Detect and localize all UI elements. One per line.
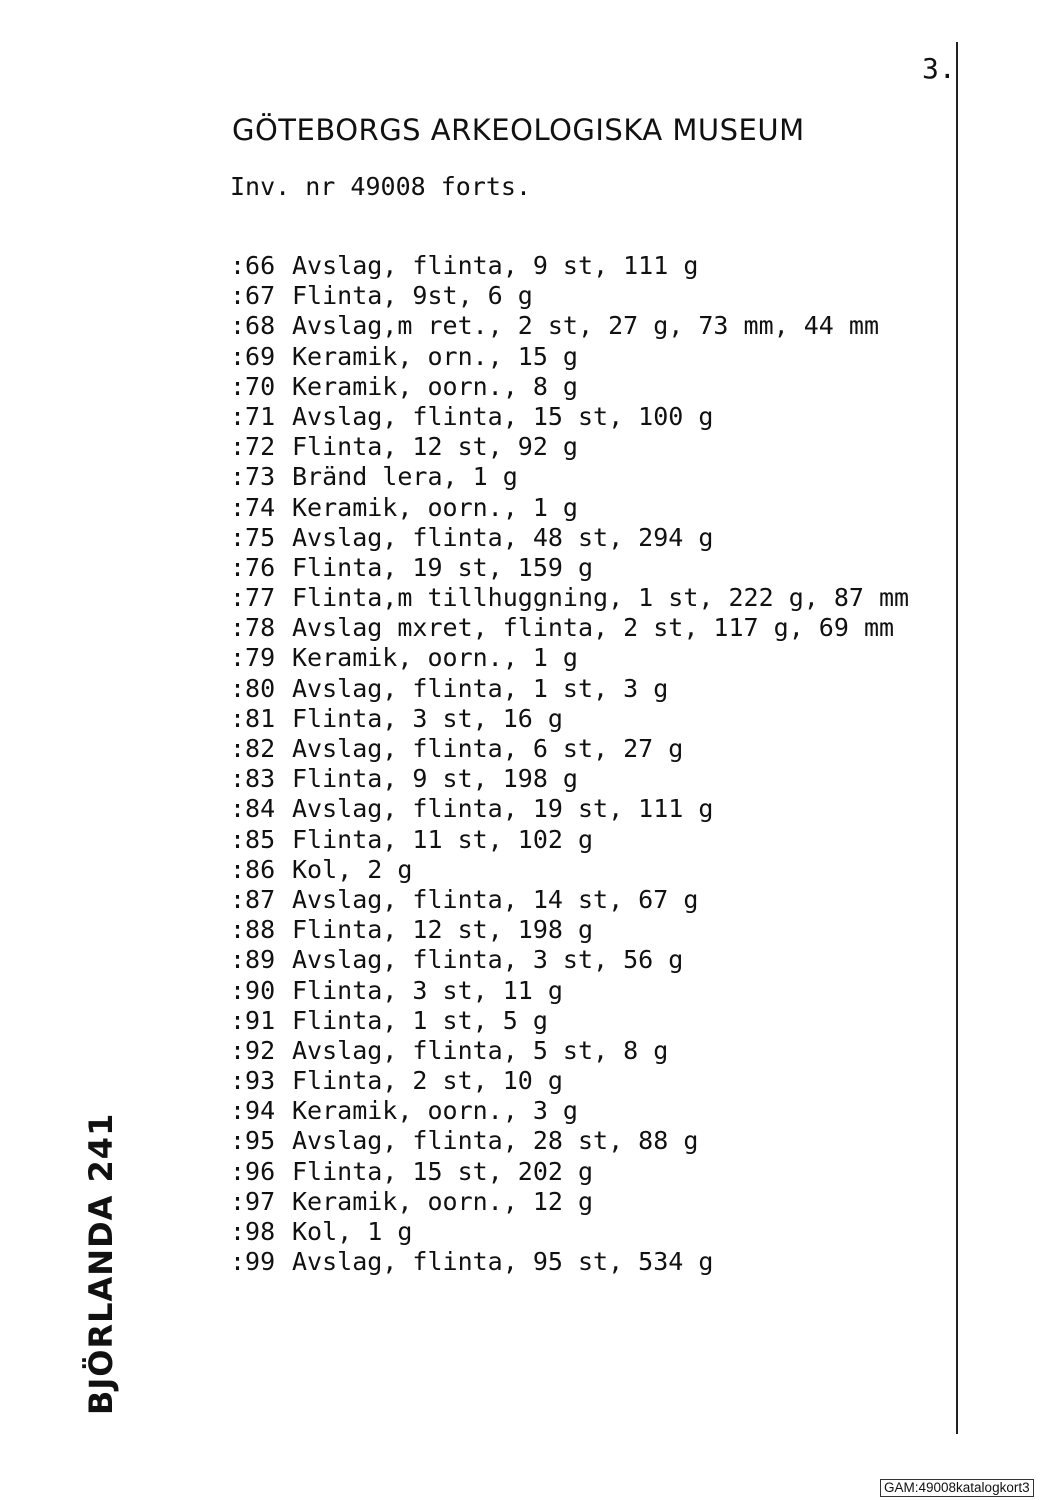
entry-number: :82 [230, 734, 276, 763]
entry-description: Avslag, flinta, 14 st, 67 g [292, 884, 699, 914]
catalog-entry [230, 976, 909, 1006]
entry-number: :85 [230, 824, 276, 854]
entry-description: Flinta, 11 st, 102 g [292, 824, 594, 854]
entry-number: :92 [230, 1035, 276, 1065]
catalog-entry [230, 311, 909, 341]
catalog-entry [230, 523, 909, 553]
entry-description: Avslag, flinta, 6 st, 27 g [292, 734, 684, 763]
entry-number: :86 [230, 854, 276, 884]
catalog-entry [230, 1126, 909, 1156]
catalog-entry [230, 251, 909, 281]
entry-number: :72 [230, 432, 276, 462]
catalog-entry [230, 462, 909, 492]
entry-number: :98 [230, 1217, 276, 1246]
catalog-entry [230, 1247, 909, 1277]
catalog-entry [230, 704, 909, 734]
catalog-entry [230, 825, 909, 855]
entry-description: Flinta, 9st, 6 g [292, 281, 533, 311]
catalog-entry [230, 1036, 909, 1066]
catalog-entry [230, 432, 909, 462]
entry-number: :75 [230, 522, 276, 552]
catalog-entry [230, 643, 909, 673]
catalog-entry [230, 342, 909, 372]
entry-description: Keramik, oorn., 3 g [292, 1096, 578, 1126]
entry-description: Avslag mxret, flinta, 2 st, 117 g, 69 mm [292, 613, 895, 643]
entry-number: :90 [230, 975, 276, 1005]
entry-number: :97 [230, 1186, 276, 1216]
entry-description: Flinta, 3 st, 16 g [292, 703, 563, 733]
entry-description: Avslag, flinta, 15 st, 100 g [292, 401, 714, 431]
catalog-entry [230, 674, 909, 704]
catalog-entry [230, 794, 909, 824]
inventory-number: Inv. nr 49008 forts. [230, 172, 532, 201]
entry-number: :87 [230, 884, 276, 914]
entry-number: :95 [230, 1126, 276, 1156]
catalog-entry [230, 915, 909, 945]
entry-number: :74 [230, 492, 276, 522]
catalog-entry [230, 402, 909, 432]
entry-description: Keramik, oorn., 1 g [292, 643, 578, 673]
entry-description: Flinta, 19 st, 159 g [292, 552, 594, 582]
catalog-entry [230, 372, 909, 402]
entry-number: :68 [230, 311, 276, 341]
entry-number: :83 [230, 764, 276, 794]
entry-number: :73 [230, 462, 276, 492]
file-label: GAM:49008katalogkort3 [880, 1479, 1034, 1497]
catalog-entry [230, 1096, 909, 1126]
entry-description: Avslag, flinta, 9 st, 111 g [292, 251, 699, 280]
catalog-entry [230, 1066, 909, 1096]
entry-description: Avslag,m ret., 2 st, 27 g, 73 mm, 44 mm [292, 311, 879, 341]
entry-number: :88 [230, 915, 276, 945]
catalog-entry [230, 613, 909, 643]
entry-description: Kol, 2 g [292, 854, 413, 884]
entry-list [230, 251, 909, 1277]
entry-description: Flinta, 1 st, 5 g [292, 1005, 548, 1035]
catalog-entry [230, 583, 909, 613]
catalog-entry [230, 1217, 909, 1247]
page-number: 3. [922, 52, 956, 85]
entry-description: Flinta, 9 st, 198 g [292, 764, 578, 794]
entry-description: Keramik, orn., 15 g [292, 341, 578, 371]
entry-number: :94 [230, 1096, 276, 1126]
card-edge-line [956, 42, 958, 1434]
catalog-entry [230, 281, 909, 311]
entry-description: Flinta, 12 st, 92 g [292, 432, 578, 462]
catalog-entry [230, 1157, 909, 1187]
catalog-entry [230, 855, 909, 885]
entry-description: Avslag, flinta, 5 st, 8 g [292, 1035, 669, 1065]
entry-description: Avslag, flinta, 95 st, 534 g [292, 1247, 714, 1277]
entry-description: Kol, 1 g [292, 1217, 413, 1246]
entry-number: :93 [230, 1066, 276, 1096]
entry-number: :70 [230, 371, 276, 401]
entry-description: Avslag, flinta, 28 st, 88 g [292, 1126, 699, 1156]
catalog-entry [230, 493, 909, 523]
entry-number: :96 [230, 1156, 276, 1186]
catalog-entry [230, 885, 909, 915]
entry-description: Avslag, flinta, 48 st, 294 g [292, 522, 714, 552]
entry-number: :77 [230, 583, 276, 613]
catalog-entry [230, 1006, 909, 1036]
entry-number: :99 [230, 1247, 276, 1277]
entry-number: :81 [230, 703, 276, 733]
entry-number: :69 [230, 341, 276, 371]
entry-description: Avslag, flinta, 3 st, 56 g [292, 945, 684, 975]
catalog-entry [230, 764, 909, 794]
entry-description: Flinta,m tillhuggning, 1 st, 222 g, 87 mm [292, 583, 910, 613]
entry-description: Flinta, 12 st, 198 g [292, 915, 594, 945]
entry-description: Avslag, flinta, 1 st, 3 g [292, 673, 669, 703]
entry-description: Flinta, 15 st, 202 g [292, 1156, 594, 1186]
site-stamp: BJÖRLANDA 241 [82, 1112, 120, 1415]
entry-description: Keramik, oorn., 8 g [292, 371, 578, 401]
catalog-entry [230, 553, 909, 583]
entry-description: Keramik, oorn., 1 g [292, 492, 578, 522]
entry-number: :79 [230, 643, 276, 673]
entry-description: Avslag, flinta, 19 st, 111 g [292, 794, 714, 824]
entry-number: :66 [230, 251, 276, 280]
entry-description: Bränd lera, 1 g [292, 462, 518, 492]
entry-number: :76 [230, 552, 276, 582]
catalog-entry [230, 734, 909, 764]
entry-description: Flinta, 3 st, 11 g [292, 975, 563, 1005]
entry-description: Keramik, oorn., 12 g [292, 1186, 594, 1216]
entry-number: :78 [230, 613, 276, 643]
entry-number: :91 [230, 1005, 276, 1035]
catalog-entry [230, 1187, 909, 1217]
entry-number: :80 [230, 673, 276, 703]
entry-number: :84 [230, 794, 276, 824]
entry-description: Flinta, 2 st, 10 g [292, 1066, 563, 1096]
entry-number: :71 [230, 401, 276, 431]
entry-number: :89 [230, 945, 276, 975]
institution-heading: GÖTEBORGS ARKEOLOGISKA MUSEUM [232, 113, 805, 147]
entry-number: :67 [230, 281, 276, 311]
catalog-entry [230, 945, 909, 975]
